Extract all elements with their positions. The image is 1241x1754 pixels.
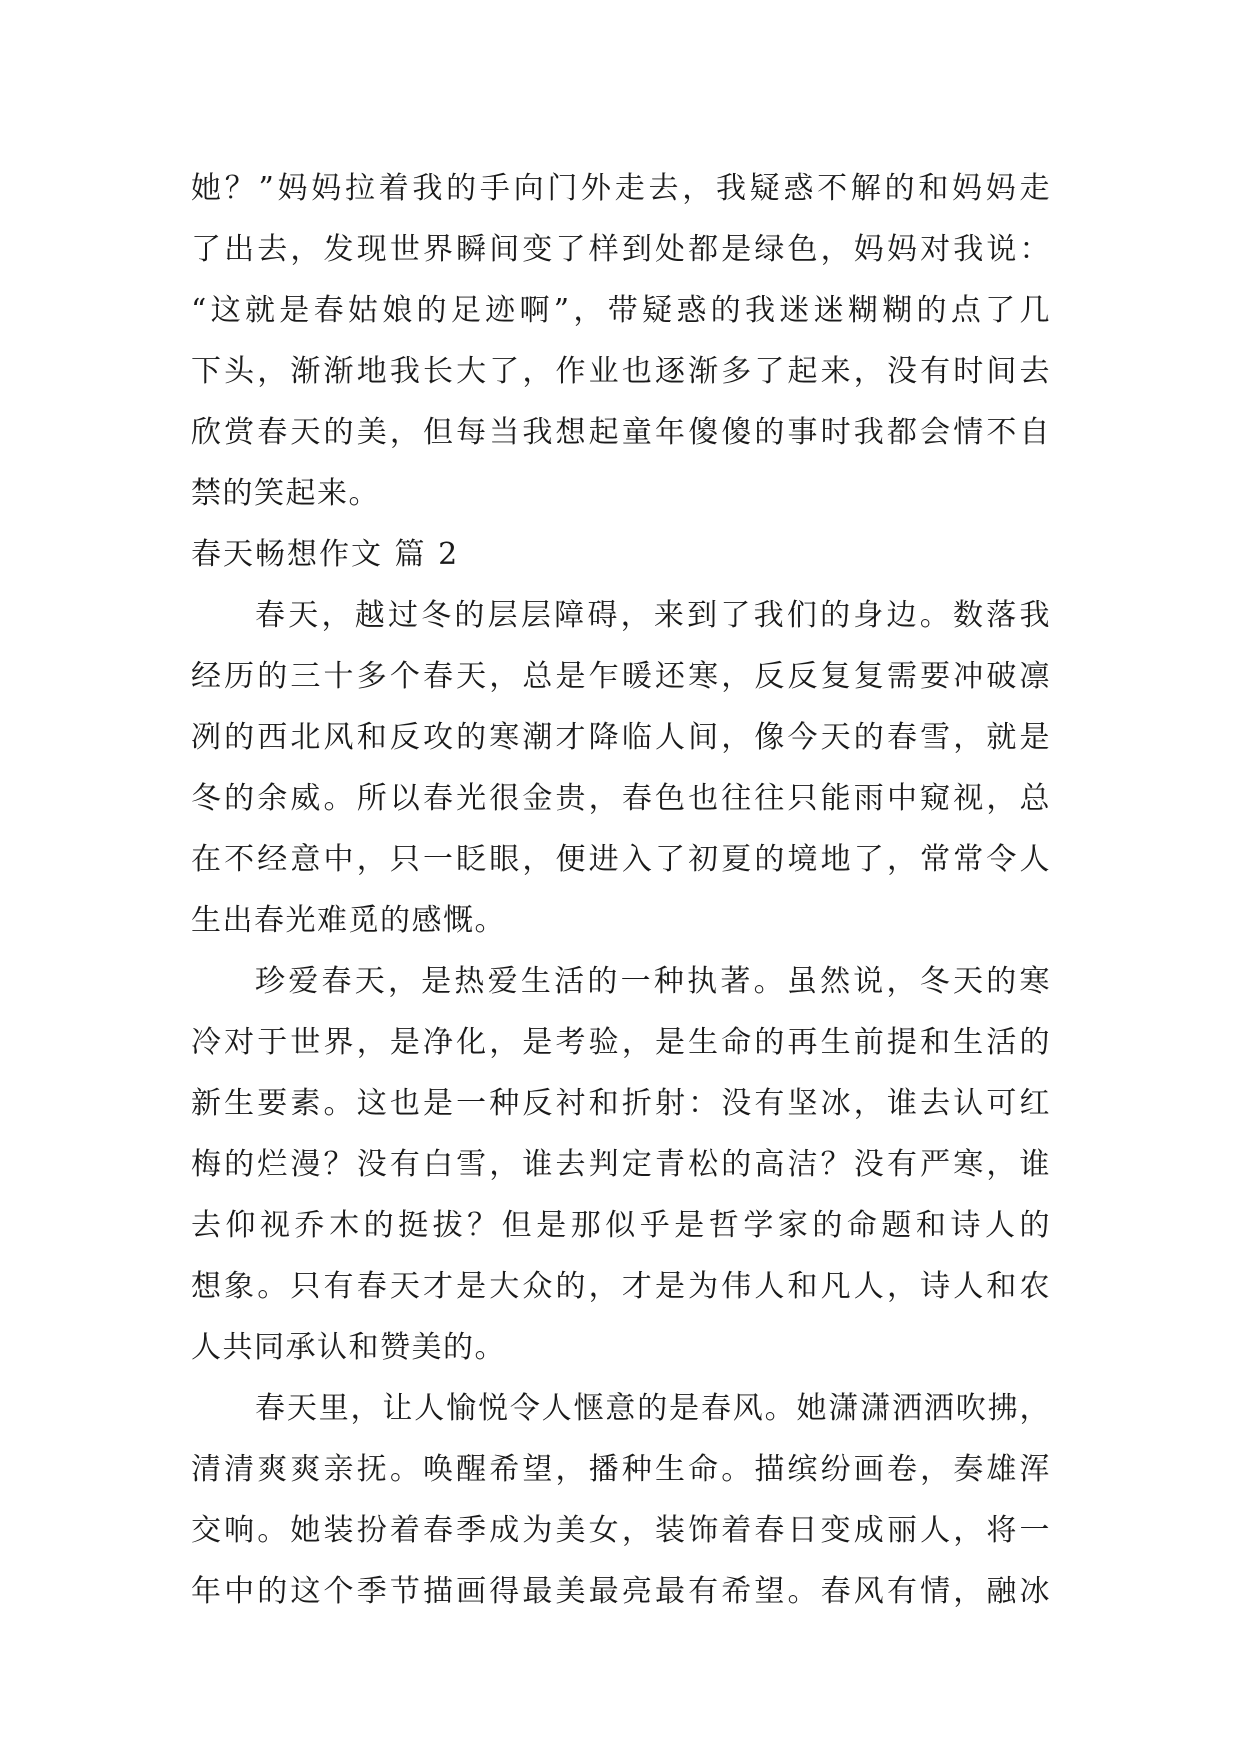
document-body <box>191 158 1051 1622</box>
text-line: 春天里，让人愉悦令人惬意的是春风。她潇潇洒洒吹拂， <box>255 1391 1051 1426</box>
text-line: 禁的笑起来。 <box>191 476 380 511</box>
text-line: 冬的余威。所以春光很金贵，春色也往往只能雨中窥视，总 <box>191 781 1051 816</box>
text-line: 去仰视乔木的挺拔？但是那似乎是哲学家的命题和诗人的 <box>191 1208 1051 1243</box>
text-line: 了出去，发现世界瞬间变了样到处都是绿色，妈妈对我说： <box>191 232 1051 267</box>
text-line: 想象。只有春天才是大众的，才是为伟人和凡人，诗人和农 <box>191 1269 1051 1304</box>
continuation-paragraph <box>191 158 1051 524</box>
section-heading: 春天畅想作文 篇 2 <box>191 537 460 572</box>
text-line: 下头，渐渐地我长大了，作业也逐渐多了起来，没有时间去 <box>191 354 1051 389</box>
text-line: 清清爽爽亲抚。唤醒希望，播种生命。描缤纷画卷，奏雄浑 <box>191 1452 1051 1487</box>
text-line: 冷对于世界，是净化，是考验，是生命的再生前提和生活的 <box>191 1025 1051 1060</box>
text-line: 经历的三十多个春天，总是乍暖还寒，反反复复需要冲破凛 <box>191 659 1051 694</box>
text-line: 冽的西北风和反攻的寒潮才降临人间，像今天的春雪，就是 <box>191 720 1051 755</box>
text-line: 欣赏春天的美，但每当我想起童年傻傻的事时我都会情不自 <box>191 415 1051 450</box>
text-line: “这就是春姑娘的足迹啊”，带疑惑的我迷迷糊糊的点了几 <box>191 293 1051 328</box>
text-line: 新生要素。这也是一种反衬和折射：没有坚冰，谁去认可红 <box>191 1086 1051 1121</box>
text-line: 在不经意中，只一眨眼，便进入了初夏的境地了，常常令人 <box>191 842 1051 877</box>
text-line: 她？”妈妈拉着我的手向门外走去，我疑惑不解的和妈妈走 <box>191 171 1051 206</box>
text-line: 年中的这个季节描画得最美最亮最有希望。春风有情，融冰 <box>191 1574 1051 1609</box>
text-line: 珍爱春天，是热爱生活的一种执著。虽然说，冬天的寒 <box>255 964 1051 999</box>
text-line: 梅的烂漫？没有白雪，谁去判定青松的高洁？没有严寒，谁 <box>191 1147 1051 1182</box>
paragraph-1 <box>191 585 1051 951</box>
paragraph-2 <box>191 951 1051 1378</box>
text-line: 生出春光难觅的感慨。 <box>191 903 506 938</box>
text-line: 春天，越过冬的层层障碍，来到了我们的身边。数落我 <box>255 598 1051 633</box>
paragraph-3 <box>191 1378 1051 1622</box>
text-line: 交响。她装扮着春季成为美女，装饰着春日变成丽人，将一 <box>191 1513 1051 1548</box>
text-line: 人共同承认和赞美的。 <box>191 1330 506 1365</box>
